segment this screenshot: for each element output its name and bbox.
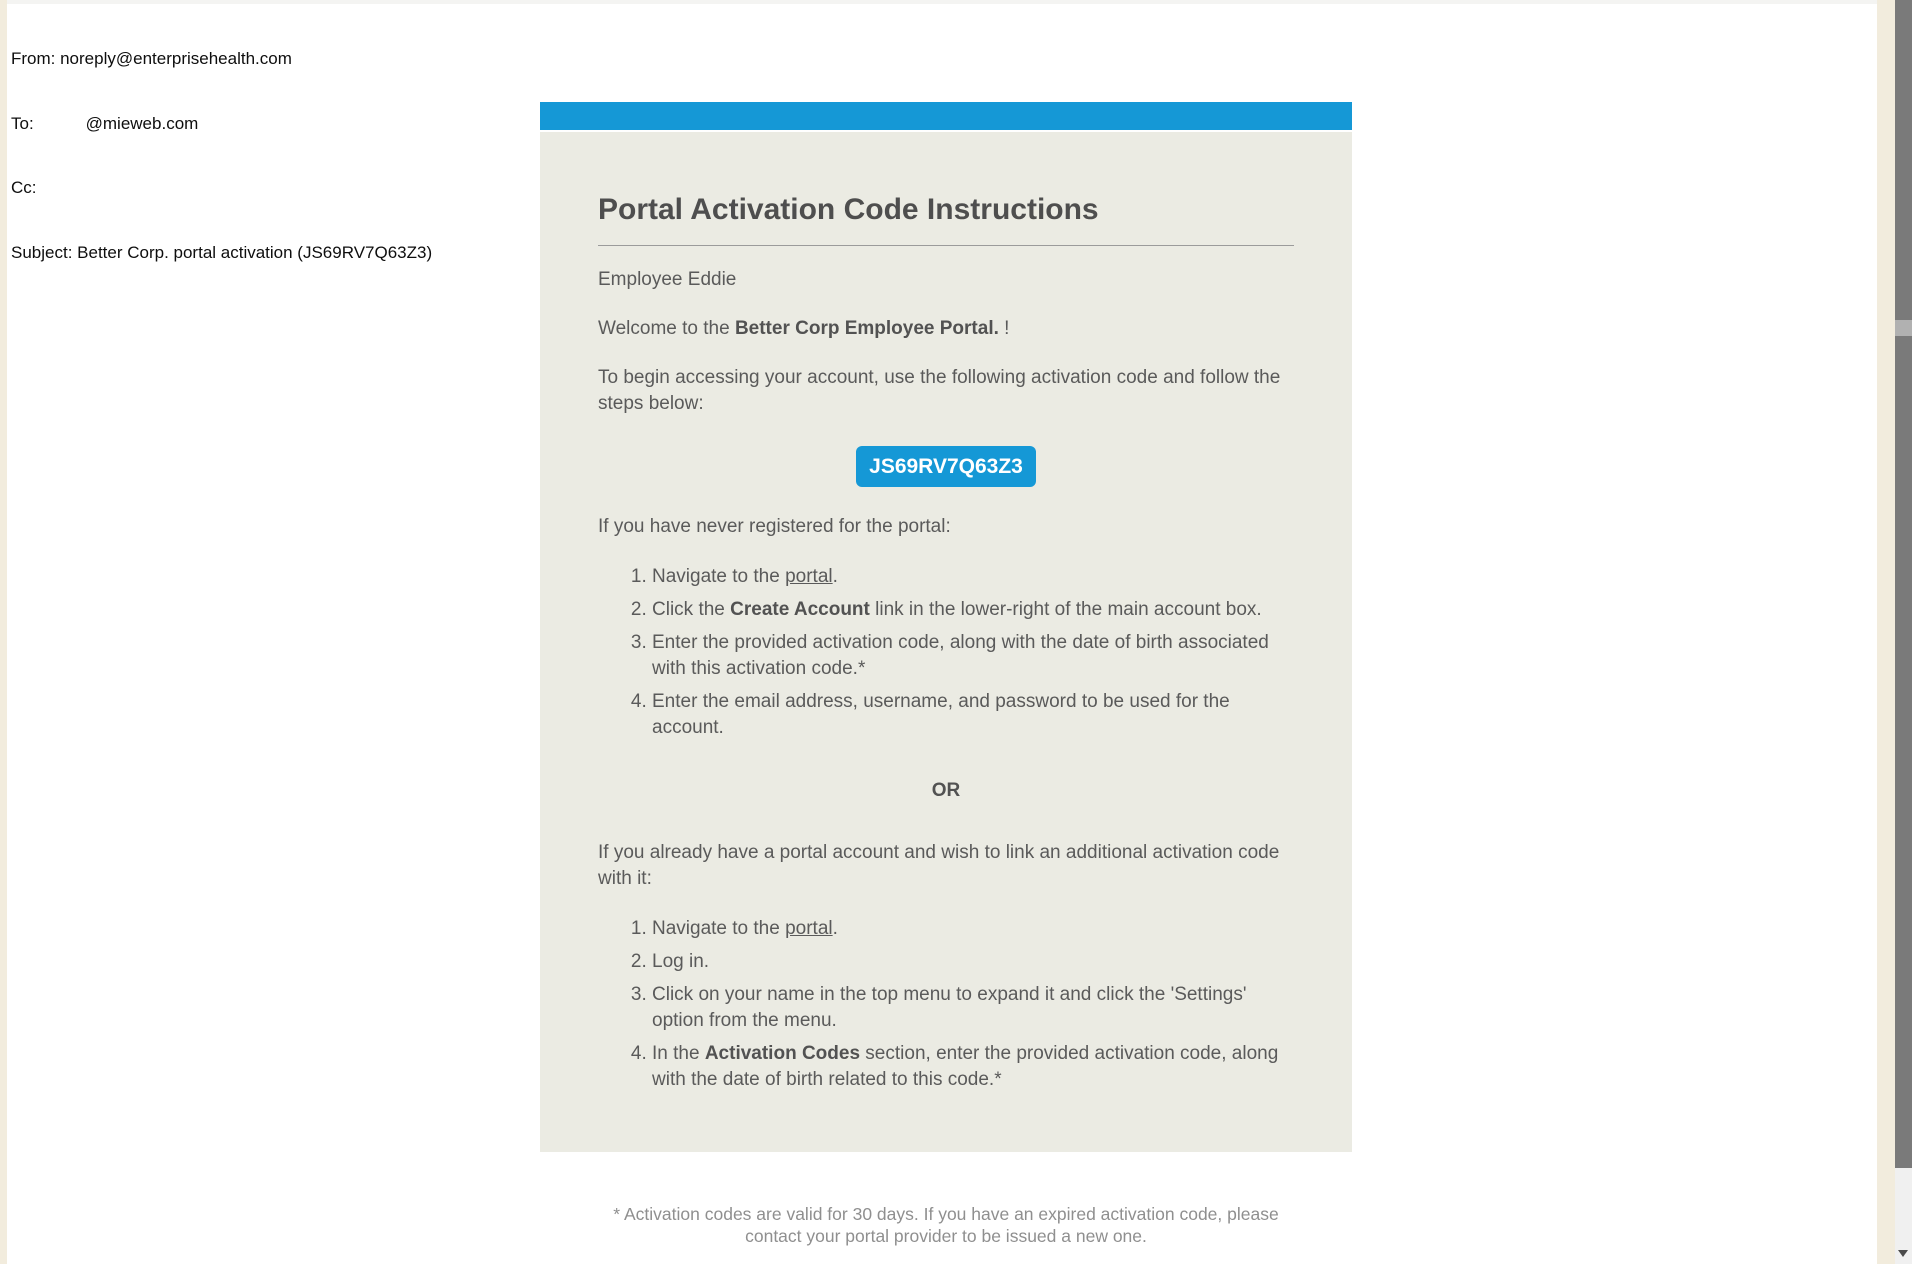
activation-code-row (598, 446, 1294, 487)
list-item (652, 564, 1294, 590)
step-text: Click on your name in the top menu to expand it and click the 'Settings' option from the menu. (652, 984, 1247, 1031)
welcome-prefix: Welcome to the (598, 318, 735, 339)
scroll-down-icon (1898, 1250, 1908, 1257)
greeting-text: Employee Eddie (598, 269, 737, 290)
step-text: Navigate to the (652, 566, 786, 587)
header-from: From: noreply@enterprisehealth.com (11, 49, 292, 68)
step-text: . (832, 566, 838, 587)
email-content-panel (540, 132, 1352, 1152)
step-text: section, enter the provided activation code, along with the date of birth related to this code.* (652, 1043, 1279, 1090)
portal-link[interactable]: portal (785, 918, 833, 939)
step-text: Navigate to the (652, 918, 786, 939)
step-bold-text: Create Account (730, 599, 870, 620)
step-text: Click the (652, 599, 731, 620)
list-item (652, 689, 1294, 741)
list-item (652, 597, 1294, 623)
list-item (652, 630, 1294, 682)
step-text: link in the lower-right of the main account box. (869, 599, 1262, 620)
section1-heading: If you have never registered for the portal: (598, 516, 951, 537)
scroll-down-button[interactable] (1895, 1244, 1912, 1264)
validity-footnote (540, 1203, 1352, 1247)
email-brand-bar (540, 102, 1352, 130)
header-cc: Cc: (11, 178, 37, 197)
email-plain-headers (11, 5, 432, 285)
portal-link[interactable]: portal (785, 566, 833, 587)
footnote-line2: contact your portal provider to be issued a new one. (745, 1226, 1147, 1246)
intro-text: To begin accessing your account, use the following activation code and follow the steps below: (598, 367, 1281, 414)
step-text: . (832, 918, 838, 939)
welcome-portal-name: Better Corp Employee Portal. (734, 318, 999, 339)
activation-code-badge: JS69RV7Q63Z3 (856, 446, 1036, 487)
section1-steps (598, 564, 1294, 741)
welcome-text (598, 316, 1294, 342)
or-divider: OR (931, 780, 961, 801)
email-html-body (540, 102, 1352, 1152)
header-to: To: @mieweb.com (11, 113, 199, 133)
section2-heading: If you already have a portal account and wish to link an additional activation code with it: (598, 842, 1280, 889)
step-text: In the (652, 1043, 705, 1064)
vertical-scrollbar[interactable] (1895, 0, 1912, 1264)
section2-steps (598, 916, 1294, 1093)
scrollbar-thumb[interactable] (1895, 0, 1912, 1168)
list-item (652, 982, 1294, 1034)
header-subject: Subject: Better Corp. portal activation (JS69RV7Q63Z3) (11, 242, 433, 262)
footnote-line1: * Activation codes are valid for 30 days. If you have an expired activation code, please (613, 1204, 1279, 1224)
page-title: Portal Activation Code Instructions (598, 192, 1294, 246)
list-item (652, 949, 1294, 975)
step-text: Enter the provided activation code, along with the date of birth associated with this activation code.* (652, 632, 1269, 679)
list-item (652, 916, 1294, 942)
list-item (652, 1041, 1294, 1093)
step-text: Enter the email address, username, and password to be used for the account. (652, 691, 1230, 738)
step-bold-text: Activation Codes (704, 1043, 861, 1064)
scrollbar-position-band[interactable] (1895, 320, 1912, 336)
step-text: Log in. (652, 951, 710, 972)
welcome-suffix: ! (998, 318, 1010, 339)
